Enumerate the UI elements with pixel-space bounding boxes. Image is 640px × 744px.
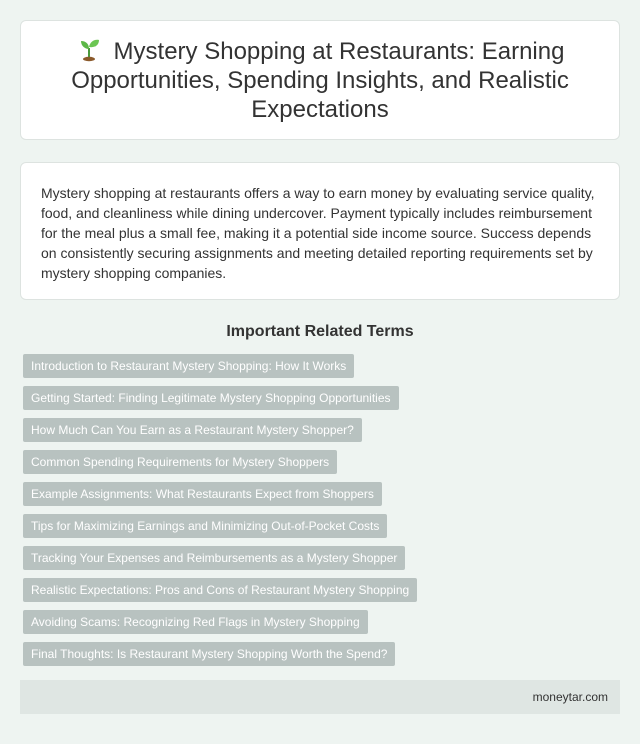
intro-card (20, 162, 620, 300)
footer-site-link[interactable]: moneytar.com (532, 690, 608, 704)
related-term-tag[interactable]: Common Spending Requirements for Mystery Shoppers (23, 450, 337, 474)
footer (20, 680, 620, 714)
page-title (51, 36, 589, 124)
intro-paragraph: Mystery shopping at restaurants offers a way to earn money by evaluating service quality, food, and cleanliness while dining undercover. Payment typically includes reimbursement for the meal plus a small fee, making it a potential side income source. Success depends on consistently securing assignments and meeting detailed reporting requirements set by mystery shopping companies. (41, 185, 595, 281)
related-term-tag[interactable]: Example Assignments: What Restaurants Expect from Shoppers (23, 482, 382, 506)
related-term-tag[interactable]: How Much Can You Earn as a Restaurant Mystery Shopper? (23, 418, 362, 442)
related-term-tag[interactable]: Avoiding Scams: Recognizing Red Flags in Mystery Shopping (23, 610, 368, 634)
sprout-icon (76, 36, 102, 62)
related-term-tag[interactable]: Getting Started: Finding Legitimate Mystery Shopping Opportunities (23, 386, 399, 410)
title-card (20, 20, 620, 140)
page-title-text: Mystery Shopping at Restaurants: Earning Opportunities, Spending Insights, and Realistic Expectations (71, 38, 569, 123)
related-terms-heading: Important Related Terms (226, 323, 414, 340)
related-term-tag[interactable]: Final Thoughts: Is Restaurant Mystery Shopping Worth the Spend? (23, 642, 395, 666)
related-terms-list (23, 354, 640, 666)
related-term-tag[interactable]: Introduction to Restaurant Mystery Shopping: How It Works (23, 354, 354, 378)
related-term-tag[interactable]: Tracking Your Expenses and Reimbursements as a Mystery Shopper (23, 546, 405, 570)
related-term-tag[interactable]: Realistic Expectations: Pros and Cons of Restaurant Mystery Shopping (23, 578, 417, 602)
related-term-tag[interactable]: Tips for Maximizing Earnings and Minimizing Out-of-Pocket Costs (23, 514, 387, 538)
